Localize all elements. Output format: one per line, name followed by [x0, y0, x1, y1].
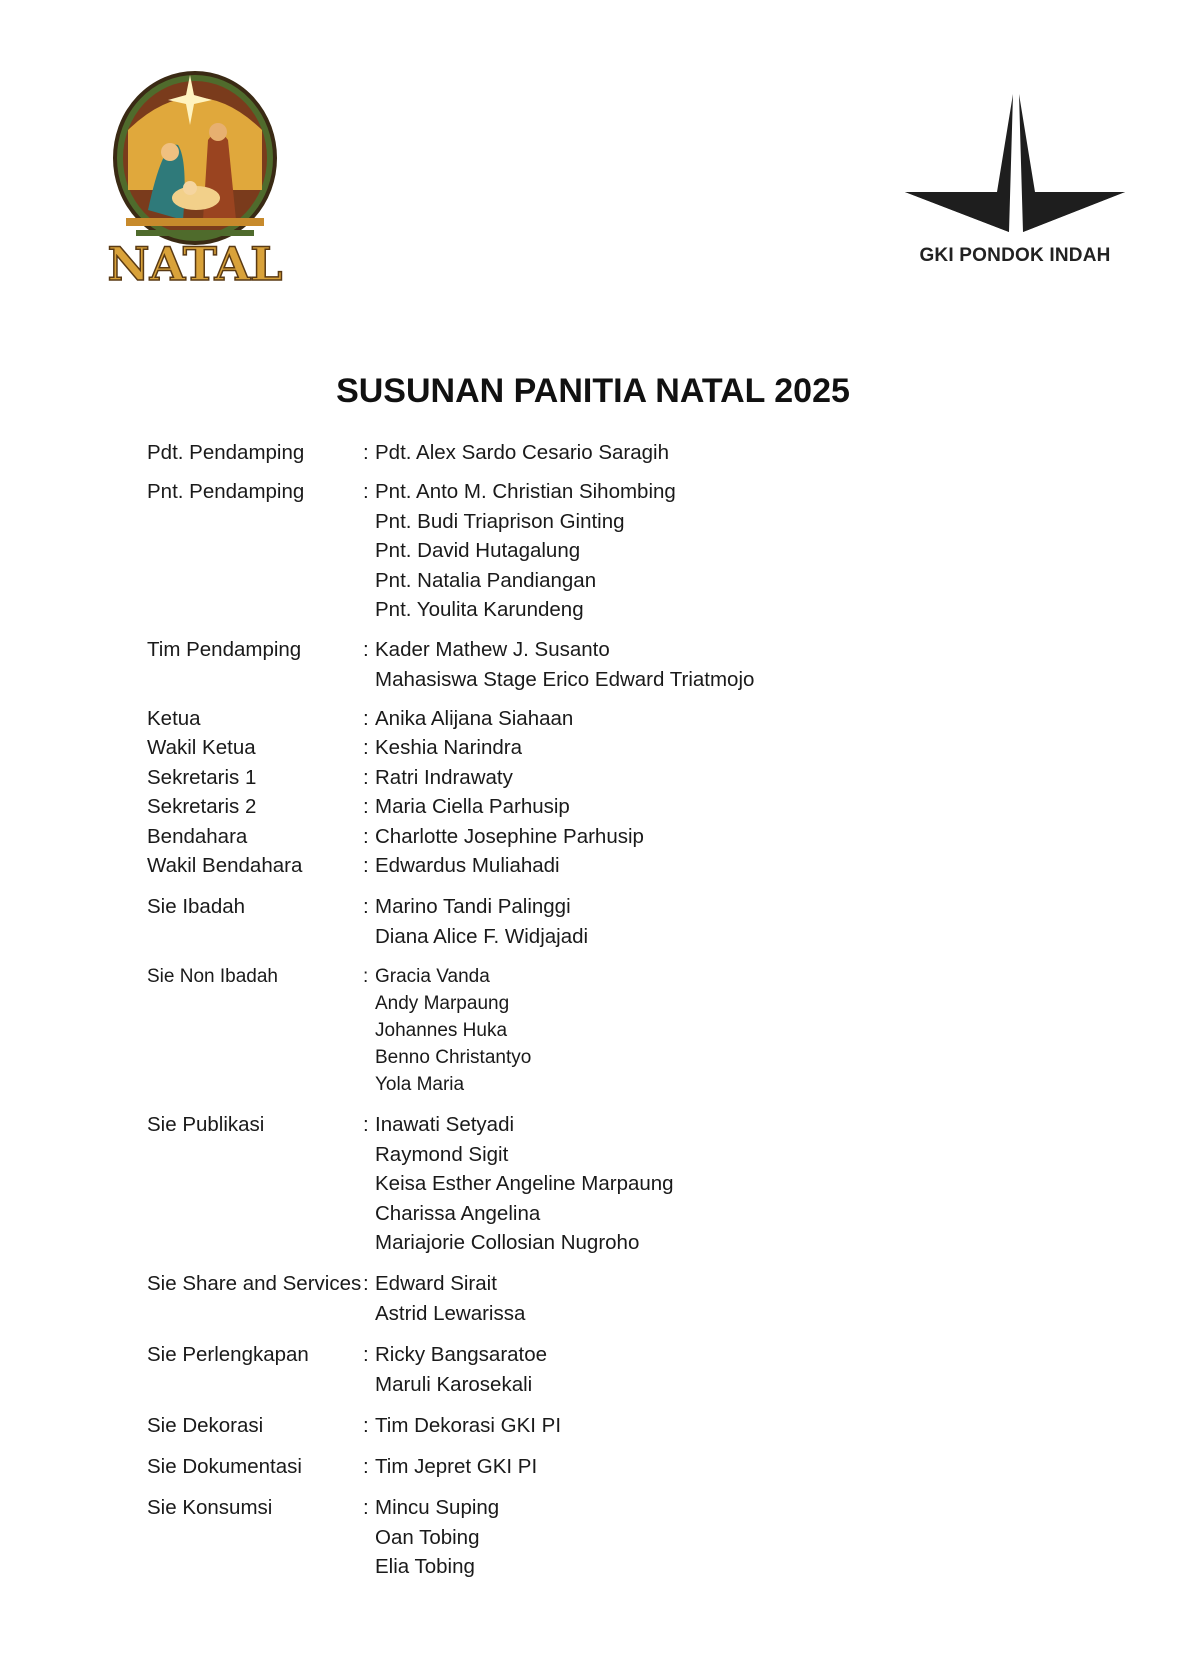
role-label: Sie Dekorasi [147, 1414, 264, 1437]
committee-row [147, 1071, 1047, 1098]
colon-separator: : [363, 736, 369, 759]
member-name: Kader Mathew J. Susanto [375, 638, 610, 661]
gki-logo-text: GKI PONDOK INDAH [919, 245, 1111, 266]
committee-row [147, 1552, 1047, 1582]
committee-row [147, 536, 1047, 566]
member-name: Oan Tobing [375, 1525, 480, 1549]
role-label: Sie Non Ibadah [147, 966, 278, 987]
member-name: Pnt. Natalia Pandiangan [375, 568, 597, 592]
committee-section [147, 438, 1047, 468]
committee-row [147, 1523, 1047, 1553]
committee-row [147, 1199, 1047, 1229]
member-name: Gracia Vanda [375, 966, 490, 987]
committee-row [147, 1169, 1047, 1199]
committee-row [147, 733, 1047, 763]
committee-section [147, 1452, 1047, 1482]
committee-row [147, 792, 1047, 822]
role-label: Sekretaris 1 [147, 766, 257, 789]
committee-row [147, 990, 1047, 1017]
committee-row [147, 704, 1047, 734]
colon-separator: : [363, 1113, 369, 1136]
member-name: Pdt. Alex Sardo Cesario Saragih [375, 441, 669, 464]
member-name: Keisa Esther Angeline Marpaung [375, 1172, 674, 1195]
colon-separator: : [363, 638, 369, 661]
committee-section [147, 477, 1047, 625]
committee-section [147, 635, 1047, 694]
member-name: Marino Tandi Palinggi [375, 895, 571, 918]
member-name: Pnt. Anto M. Christian Sihombing [375, 480, 676, 503]
committee-section [147, 763, 1047, 793]
gki-arrow-icon [905, 92, 1125, 242]
committee-section [147, 1269, 1047, 1328]
role-label: Pnt. Pendamping [147, 480, 305, 503]
member-name: Mariajorie Collosian Nugroho [375, 1231, 640, 1254]
colon-separator: : [363, 480, 369, 503]
role-label: Sie Ibadah [147, 895, 246, 918]
committee-row [147, 595, 1047, 625]
committee-row [147, 1340, 1047, 1370]
committee-section [147, 1110, 1047, 1258]
colon-separator: : [363, 966, 369, 987]
role-label: Wakil Bendahara [147, 854, 303, 877]
member-name: Mahasiswa Stage Erico Edward Triatmojo [375, 667, 755, 691]
committee-row [147, 1452, 1047, 1482]
member-name: Diana Alice F. Widjajadi [375, 924, 589, 948]
role-label: Tim Pendamping [147, 638, 302, 661]
member-name: Tim Dekorasi GKI PI [375, 1414, 562, 1437]
committee-row [147, 1044, 1047, 1071]
colon-separator: : [363, 895, 369, 918]
colon-separator: : [363, 707, 369, 730]
member-name: Mincu Suping [375, 1496, 500, 1519]
colon-separator: : [363, 1343, 369, 1366]
committee-row [147, 892, 1047, 922]
member-name: Benno Christantyo [375, 1047, 532, 1068]
committee-row [147, 1017, 1047, 1044]
committee-row [147, 763, 1047, 793]
colon-separator: : [363, 1272, 369, 1295]
committee-section [147, 1493, 1047, 1582]
committee-row [147, 1370, 1047, 1400]
committee-row [147, 1110, 1047, 1140]
committee-row [147, 822, 1047, 852]
colon-separator: : [363, 825, 369, 848]
role-label: Sie Dokumentasi [147, 1455, 302, 1478]
committee-section [147, 892, 1047, 951]
member-name: Charissa Angelina [375, 1201, 541, 1225]
member-name: Pnt. Youlita Karundeng [375, 598, 584, 621]
role-label: Sie Publikasi [147, 1113, 265, 1136]
committee-section [147, 963, 1047, 1098]
colon-separator: : [363, 766, 369, 789]
member-name: Edwardus Muliahadi [375, 854, 560, 877]
colon-separator: : [363, 854, 369, 877]
member-name: Ratri Indrawaty [375, 766, 513, 789]
role-label: Bendahara [147, 825, 248, 848]
committee-section [147, 851, 1047, 881]
committee-row [147, 1493, 1047, 1523]
role-label: Ketua [147, 707, 201, 730]
member-name: Inawati Setyadi [375, 1113, 515, 1136]
member-name: Charlotte Josephine Parhusip [375, 825, 644, 848]
member-name: Raymond Sigit [375, 1142, 509, 1166]
page-title: SUSUNAN PANITIA NATAL 2025 [336, 372, 850, 410]
committee-row [147, 635, 1047, 665]
committee-section [147, 733, 1047, 763]
member-name: Pnt. David Hutagalung [375, 539, 581, 562]
natal-logo [108, 70, 283, 295]
role-label: Sie Share and Services [147, 1272, 362, 1295]
committee-section [147, 822, 1047, 852]
member-name: Maruli Karosekali [375, 1372, 533, 1396]
committee-row [147, 851, 1047, 881]
committee-row [147, 1299, 1047, 1329]
role-label: Wakil Ketua [147, 736, 256, 759]
role-label: Sekretaris 2 [147, 795, 257, 818]
natal-logo-text: NATAL [108, 237, 283, 291]
committee-row [147, 477, 1047, 507]
colon-separator: : [363, 795, 369, 818]
role-label: Sie Konsumsi [147, 1496, 273, 1519]
committee-row [147, 1411, 1047, 1441]
committee-row [147, 507, 1047, 537]
gki-pondok-indah-logo [905, 92, 1125, 272]
committee-section [147, 704, 1047, 734]
member-name: Maria Ciella Parhusip [375, 795, 570, 818]
colon-separator: : [363, 1496, 369, 1519]
member-name: Edward Sirait [375, 1272, 497, 1295]
colon-separator: : [363, 441, 369, 464]
member-name: Ricky Bangsaratoe [375, 1343, 548, 1366]
member-name: Andy Marpaung [375, 993, 510, 1014]
committee-section [147, 1411, 1047, 1441]
committee-row [147, 566, 1047, 596]
member-name: Keshia Narindra [375, 736, 522, 759]
committee-row [147, 665, 1047, 695]
committee-row [147, 1269, 1047, 1299]
colon-separator: : [363, 1414, 369, 1437]
committee-section [147, 792, 1047, 822]
committee-row [147, 438, 1047, 468]
member-name: Tim Jepret GKI PI [375, 1455, 538, 1478]
role-label: Sie Perlengkapan [147, 1343, 309, 1366]
committee-row [147, 1140, 1047, 1170]
member-name: Elia Tobing [375, 1555, 475, 1578]
colon-separator: : [363, 1455, 369, 1478]
role-label: Pdt. Pendamping [147, 441, 305, 464]
committee-row [147, 963, 1047, 990]
committee-row [147, 922, 1047, 952]
member-name: Anika Alijana Siahaan [375, 707, 574, 730]
member-name: Yola Maria [375, 1074, 465, 1095]
committee-row [147, 1228, 1047, 1258]
committee-section [147, 1340, 1047, 1399]
member-name: Pnt. Budi Triaprison Ginting [375, 509, 625, 533]
member-name: Astrid Lewarissa [375, 1301, 526, 1325]
member-name: Johannes Huka [375, 1020, 508, 1041]
